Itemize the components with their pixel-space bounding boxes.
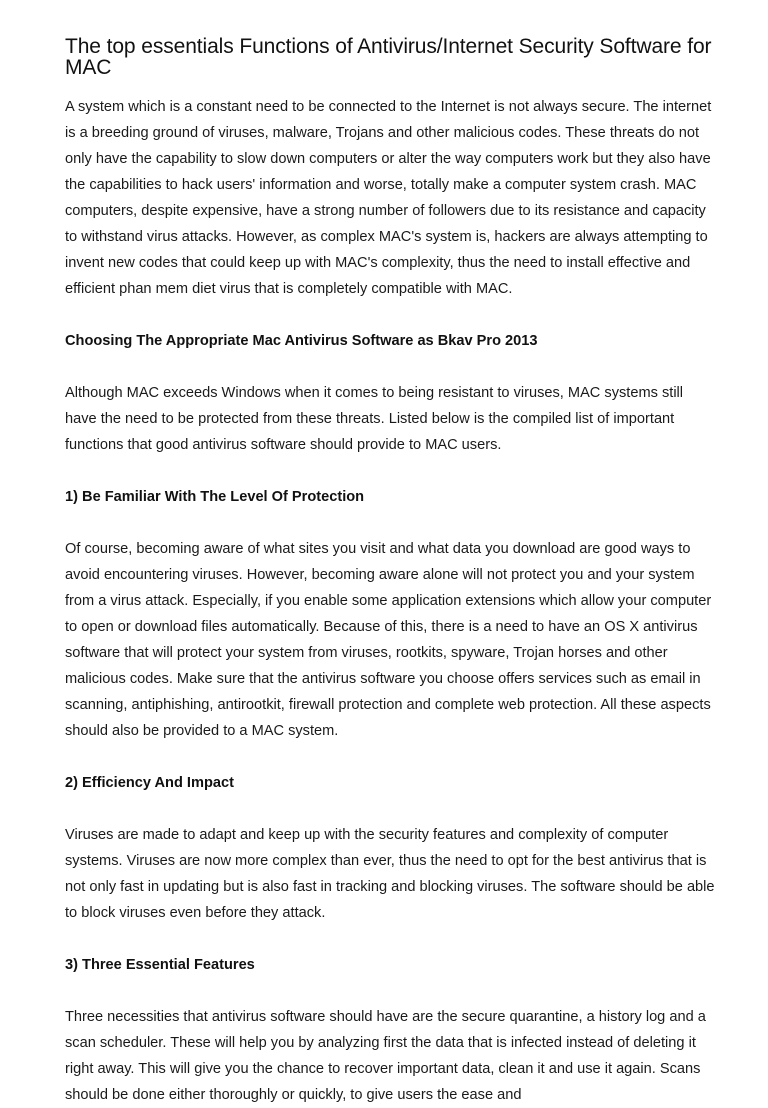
spacer (65, 302, 715, 328)
document-title: The top essentials Functions of Antivirus/Internet Security Software for MAC (65, 35, 712, 79)
section-body-protection: Of course, becoming aware of what sites you visit and what data you download are good ways to avoid encountering viruses. However, becoming aware alone will not protect you and your system from a virus attack. Especially, if you enable some application extensions which allow your computer to open or download files automatically. Because of this, there is a need to have an OS X antivirus software that will protect your system from viruses, rootkits, spyware, Trojan horses and other malicious codes. Make sure that the antivirus software you choose offers services such as email in scanning, antiphishing, antirootkit, firewall protection and complete web protection. All these aspects should also be provided to a MAC system. (65, 541, 712, 739)
section-heading-choosing: Choosing The Appropriate Mac Antivirus Software as Bkav Pro 2013 (65, 333, 538, 349)
section-body-efficiency: Viruses are made to adapt and keep up with the security features and complexity of computer systems. Viruses are now more complex than ever, thus the need to opt for the best antivirus that is not only fast in updating but is also fast in tracking and blocking viruses. The software should be able to block viruses even before they attack. (65, 827, 715, 921)
intro-paragraph: A system which is a constant need to be connected to the Internet is not always secure. The internet is a breeding ground of viruses, malware, Trojans and other malicious codes. These threats do not only have the capability to slow down computers or alter the way computers work but they also have the capabilities to hack users' information and worse, totally make a computer system crash. MAC computers, despite expensive, have a strong number of followers due to its resistance and capacity to withstand virus attacks. However, as complex MAC's system is, hackers are always attempting to invent new codes that could keep up with MAC's complexity, thus the need to install effective and efficient phan mem diet virus that is completely compatible with MAC. (65, 99, 712, 297)
section-heading-protection: 1) Be Familiar With The Level Of Protection (65, 489, 365, 505)
document-page (65, 36, 715, 1108)
spacer (65, 510, 715, 536)
spacer (65, 744, 715, 770)
spacer (65, 796, 715, 822)
spacer (65, 458, 715, 484)
section-body-features: Three necessities that antivirus software should have are the secure quarantine, a history log and a scan scheduler. These will help you by analyzing first the data that is infected instead of deleting it right away. This will give you the chance to recover important data, clean it and use it again. Scans should be done either thoroughly or quickly, to give users the ease and (65, 1009, 706, 1103)
spacer (65, 926, 715, 952)
spacer (65, 978, 715, 1004)
spacer (65, 354, 715, 380)
section-body-choosing: Although MAC exceeds Windows when it comes to being resistant to viruses, MAC systems still have the need to be protected from these threats. Listed below is the compiled list of important functions that good antivirus software should provide to MAC users. (65, 385, 684, 453)
section-heading-efficiency: 2) Efficiency And Impact (65, 775, 234, 791)
section-heading-features: 3) Three Essential Features (65, 957, 255, 973)
